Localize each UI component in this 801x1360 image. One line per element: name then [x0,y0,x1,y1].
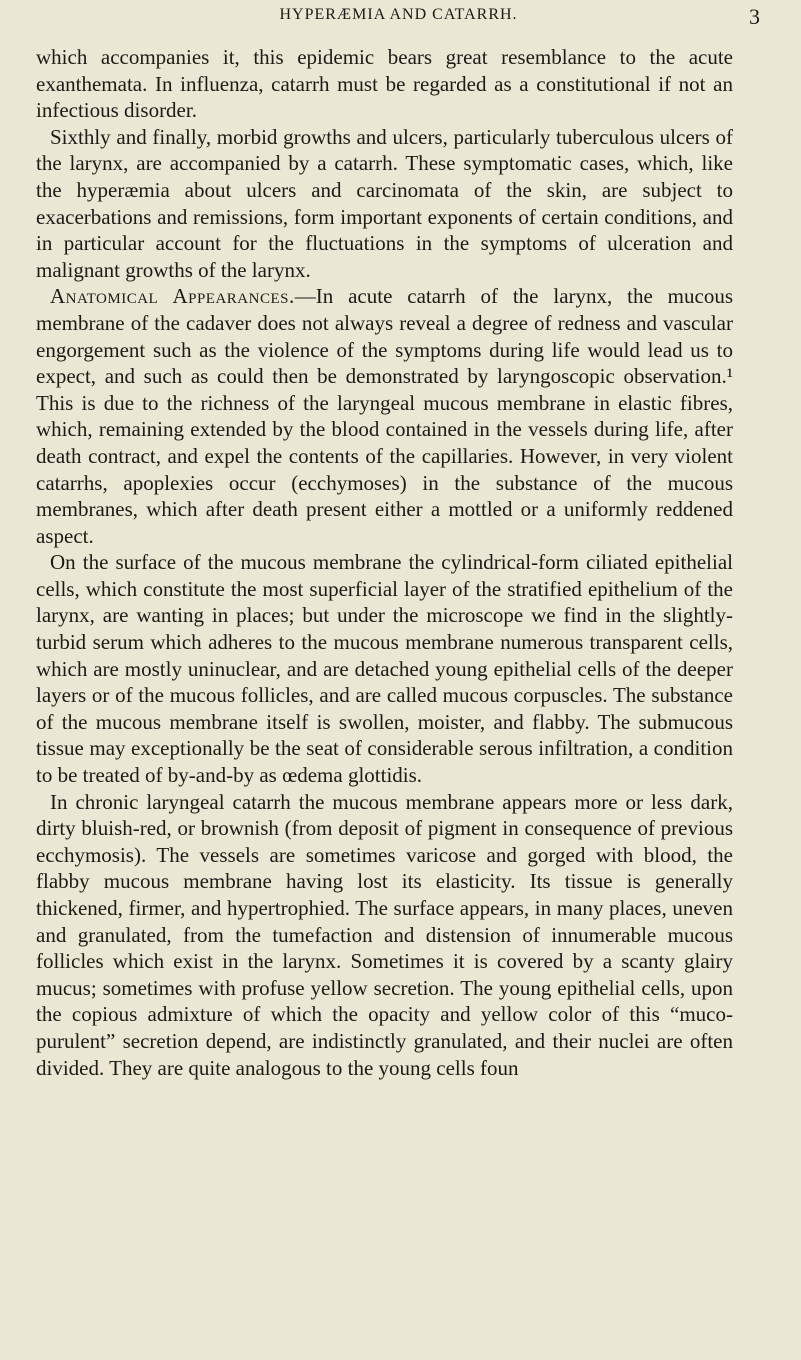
paragraph-4: On the surface of the mucous membrane the cylindrical-form ciliated epithelial cells, which constitute the most superficial layer of the stratified epithelium of the larynx, are wanting in places; but under the microscope we find in the slightly-turbid serum which adheres to the mucous membrane numerous transparent cells, which are mostly uninuclear, and are detached young epithelial cells of the deeper layers or of the mucous follicles, and are called mucous corpuscles. The substance of the mucous membrane itself is swollen, moister, and flabby. The submucous tissue may exceptionally be the seat of considerable serous infiltration, a condition to be treated of by-and-by as œdema glottidis. [36,550,733,788]
paragraph-3-text: —In acute catarrh of the larynx, the mucous membrane of the cadaver does not always reveal a degree of redness and vascular engorgement such as the violence of the symptoms during life would lead us to expect, and such as could then be demonstrated by laryngoscopic observation.¹ This is due to the richness of the laryngeal mucous membrane in elastic fibres, which, remaining extended by the blood contained in the vessels during life, after death contract, and expel the contents of the capillaries. However, in very violent catarrhs, apoplexies occur (ecchymoses) in the substance of the mucous membranes, which after death present either a mottled or a uniformly reddened aspect. [36,284,734,548]
paragraph-1: which accompanies it, this epidemic bears great resemblance to the acute exanthemata. In influenza, catarrh must be regarded as a constitutional if not an infectious disorder. [36,45,733,123]
page-number: 3 [749,4,761,29]
running-title: HYPERÆMIA AND CATARRH. [279,6,518,23]
body-text [36,44,733,1081]
paragraph-2: Sixthly and finally, morbid growths and ulcers, particularly tuberculous ulcers of the larynx, are accompanied by a catarrh. These symptomatic cases, which, like the hyperæmia about ulcers and carcinomata of the skin, are subject to exacerbations and remissions, form important exponents of certain conditions, and in particular account for the fluctuations in the symptoms of ulceration and malignant growths of the larynx. [36,124,733,282]
section-heading-anatomical-appearances: Anatomical Appearances. [50,284,295,309]
running-header [36,4,761,34]
paragraph-3 [36,283,733,549]
paragraph-5: In chronic laryngeal catarrh the mucous membrane appears more or less dark, dirty bluish-red, or brownish (from deposit of pigment in consequence of previous ecchymosis). The vessels are sometimes varicose and gorged with blood, the flabby mucous membrane having lost its elasticity. Its tissue is generally thickened, firmer, and hypertrophied. The surface appears, in many places, uneven and granulated, from the tumefaction and distension of innumerable mucous follicles which exist in the larynx. Sometimes it is covered by a scanty glairy mucus; sometimes with profuse yellow secretion. The young epithelial cells, upon the copious admixture of which the opacity and yellow color of this “muco-purulent” secretion depend, are indistinctly granulated, and their nuclei are often divided. They are quite analogous to the young cells foun [36,789,733,1080]
